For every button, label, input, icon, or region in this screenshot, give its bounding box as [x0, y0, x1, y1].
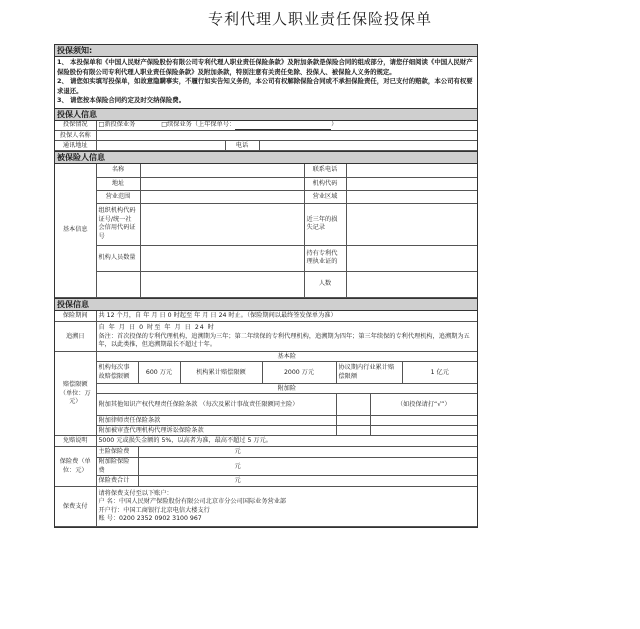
- renewal-policy-field[interactable]: [235, 123, 331, 130]
- premium-label: 保险费（单位：元）: [55, 447, 96, 487]
- aggregate-label: 机构累计赔偿限额: [180, 362, 262, 384]
- insured-table: [55, 164, 477, 298]
- add-premium-field[interactable]: [138, 458, 477, 476]
- scope-field[interactable]: [140, 190, 304, 203]
- retro-remark: 备注：首次投保的专利代理机构，追溯期为三年；第二年续保的专利代理机构，追溯期为四年；第三年续保的专利代理机构，追溯期为五年，以此类推，但追溯期最长不超过十年。: [98, 332, 470, 349]
- industry-label: 协议期内行业累计赔偿限额: [336, 362, 402, 384]
- staff-count-label: 机构人员数量: [96, 245, 140, 271]
- total-premium-label: 保险费合计: [96, 476, 138, 487]
- insurance-table: [55, 311, 477, 528]
- renewal-close: ）: [331, 121, 338, 129]
- contact-phone-field[interactable]: [346, 164, 477, 177]
- insured-name-label: 名称: [96, 164, 140, 177]
- org-id-label: 组织机构代码证号/统一社会信用代码证号: [96, 203, 140, 245]
- new-business-checkbox[interactable]: □新投保业务: [98, 121, 136, 129]
- limit-label: 赔偿限额（单位：万元）: [55, 352, 96, 436]
- add-dispute-blank: [370, 426, 477, 436]
- applicant-table: [55, 121, 477, 152]
- notice-line-3: 3、 请您按本保险合同约定及时交纳保险费。: [57, 96, 186, 105]
- per-claim-value: 600 万元: [138, 362, 180, 384]
- scope-label: 营业范围: [96, 190, 140, 203]
- applicant-heading: 投保人信息: [55, 109, 477, 121]
- situation-label: 投保情况: [55, 121, 96, 131]
- pay-intro: 请将保费支付至以下账户：: [98, 489, 173, 497]
- contact-phone-label: 联系电话: [304, 164, 346, 177]
- notice-line-1: 1、 本投保单和《中国人民财产保险股份有限公司专利代理人职业责任保险条款》及附加条款是保险合同的组成部分，请您仔细阅读《中国人民财产保险股份有限公司专利代理人职业责任保险条款》及附加条款，特别注意有关责任免除、投保人、被保险人义务的规定。: [57, 58, 473, 76]
- account-name: 户 名：中国人民财产保险股份有限公司北京市分公司国际业务营业部: [98, 498, 287, 506]
- loss-record-field[interactable]: [346, 203, 477, 245]
- main-premium-label: 主险保险费: [96, 447, 138, 458]
- period-label: 保险期间: [55, 311, 96, 322]
- payment-label: 保费支付: [55, 487, 96, 527]
- org-id-field[interactable]: [140, 203, 304, 245]
- add-premium-unit: 元: [234, 462, 241, 470]
- total-premium-unit: 元: [234, 477, 241, 485]
- applicant-name-label: 投保人名称: [55, 131, 96, 141]
- application-form: [54, 44, 478, 528]
- insured-name-field[interactable]: [140, 164, 304, 177]
- payment-details: [96, 487, 477, 527]
- add-reviewer-blank: [370, 416, 477, 426]
- add-reviewer-clause: 附加律师责任保险条款: [96, 416, 336, 426]
- notice-body: [55, 57, 477, 109]
- cert-holder-label: 持有专利代理执业证的: [304, 245, 346, 271]
- form-title: 专利代理人职业责任保险投保单: [207, 10, 432, 28]
- insured-address-label: 地址: [96, 177, 140, 190]
- org-code-field[interactable]: [346, 177, 477, 190]
- extra-cell-a[interactable]: [96, 271, 140, 297]
- insured-heading: 被保险人信息: [55, 151, 477, 164]
- basic-risk-label: 基本险: [96, 352, 477, 362]
- org-code-label: 机构代码: [304, 177, 346, 190]
- main-premium-field[interactable]: [138, 447, 477, 458]
- add-ip-clause: 附加其他知识产权代理责任保险条款 （每次及累计事故责任限额同主险）: [96, 394, 336, 416]
- account-number: 账 号：0200 2352 0902 3100 967: [98, 515, 202, 523]
- deductible-text: 5000 元或损失金额的 5%，以高者为准，最高不超过 5 万元。: [96, 436, 477, 447]
- notice-heading: 投保须知:: [55, 45, 477, 57]
- total-premium-field[interactable]: [138, 476, 477, 487]
- address-field[interactable]: [96, 141, 225, 151]
- region-field[interactable]: [346, 190, 477, 203]
- insured-address-field[interactable]: [140, 177, 304, 190]
- industry-value: 1 亿元: [402, 362, 477, 384]
- additional-risk-label: 附加险: [96, 384, 477, 394]
- add-dispute-clause: 附加被审查代理机构代理诉讼保险条款: [96, 426, 336, 436]
- situation-options: [96, 121, 477, 131]
- tick-hint: （如投保请打“√”）: [370, 394, 477, 416]
- insurance-heading: 投保信息: [55, 298, 477, 311]
- extra-cell-b[interactable]: [140, 271, 304, 297]
- deductible-label: 免赔说明: [55, 436, 96, 447]
- retro-dates: 自 年 月 日 0 时至 年 月 日 24 时: [98, 324, 215, 332]
- add-dispute-tick[interactable]: [336, 426, 370, 436]
- region-label: 营业区域: [304, 190, 346, 203]
- notice-line-2: 2、 请您如实填写投保单，如故意隐瞒事实，不履行如实告知义务的，本公司有权解除保险合同或不承担保险责任，对已支付的赔款，本公司有权要求退还。: [57, 77, 473, 95]
- add-premium-label: 附加险保险费: [96, 458, 138, 476]
- applicant-name-field[interactable]: [96, 131, 477, 141]
- bank-name: 开户行：中国工商银行北京电信大楼支行: [98, 506, 210, 514]
- per-claim-label: 机构每次事故赔偿限额: [96, 362, 138, 384]
- add-reviewer-tick[interactable]: [336, 416, 370, 426]
- main-premium-unit: 元: [234, 448, 241, 456]
- basic-info-label: 基本信息: [55, 164, 96, 297]
- phone-label: 电话: [225, 141, 259, 151]
- address-label: 通讯地址: [55, 141, 96, 151]
- period-text[interactable]: 共 12 个月，自 年 月 日 0 时起至 年 月 日 24 时止。（保险期间以最终签发保单为准）: [96, 311, 477, 322]
- aggregate-value: 2000 万元: [262, 362, 336, 384]
- retro-label: 追溯日: [55, 322, 96, 352]
- people-count-label: 人数: [304, 271, 346, 297]
- staff-count-field[interactable]: [140, 245, 304, 271]
- cert-holder-field[interactable]: [346, 245, 477, 271]
- loss-record-label: 近三年的损失记录: [304, 203, 346, 245]
- add-ip-tick[interactable]: [336, 394, 370, 416]
- phone-field[interactable]: [259, 141, 477, 151]
- people-count-field[interactable]: [346, 271, 477, 297]
- retro-cell[interactable]: [96, 322, 477, 352]
- renewal-checkbox[interactable]: □续保业务（上年保单号：: [161, 121, 236, 129]
